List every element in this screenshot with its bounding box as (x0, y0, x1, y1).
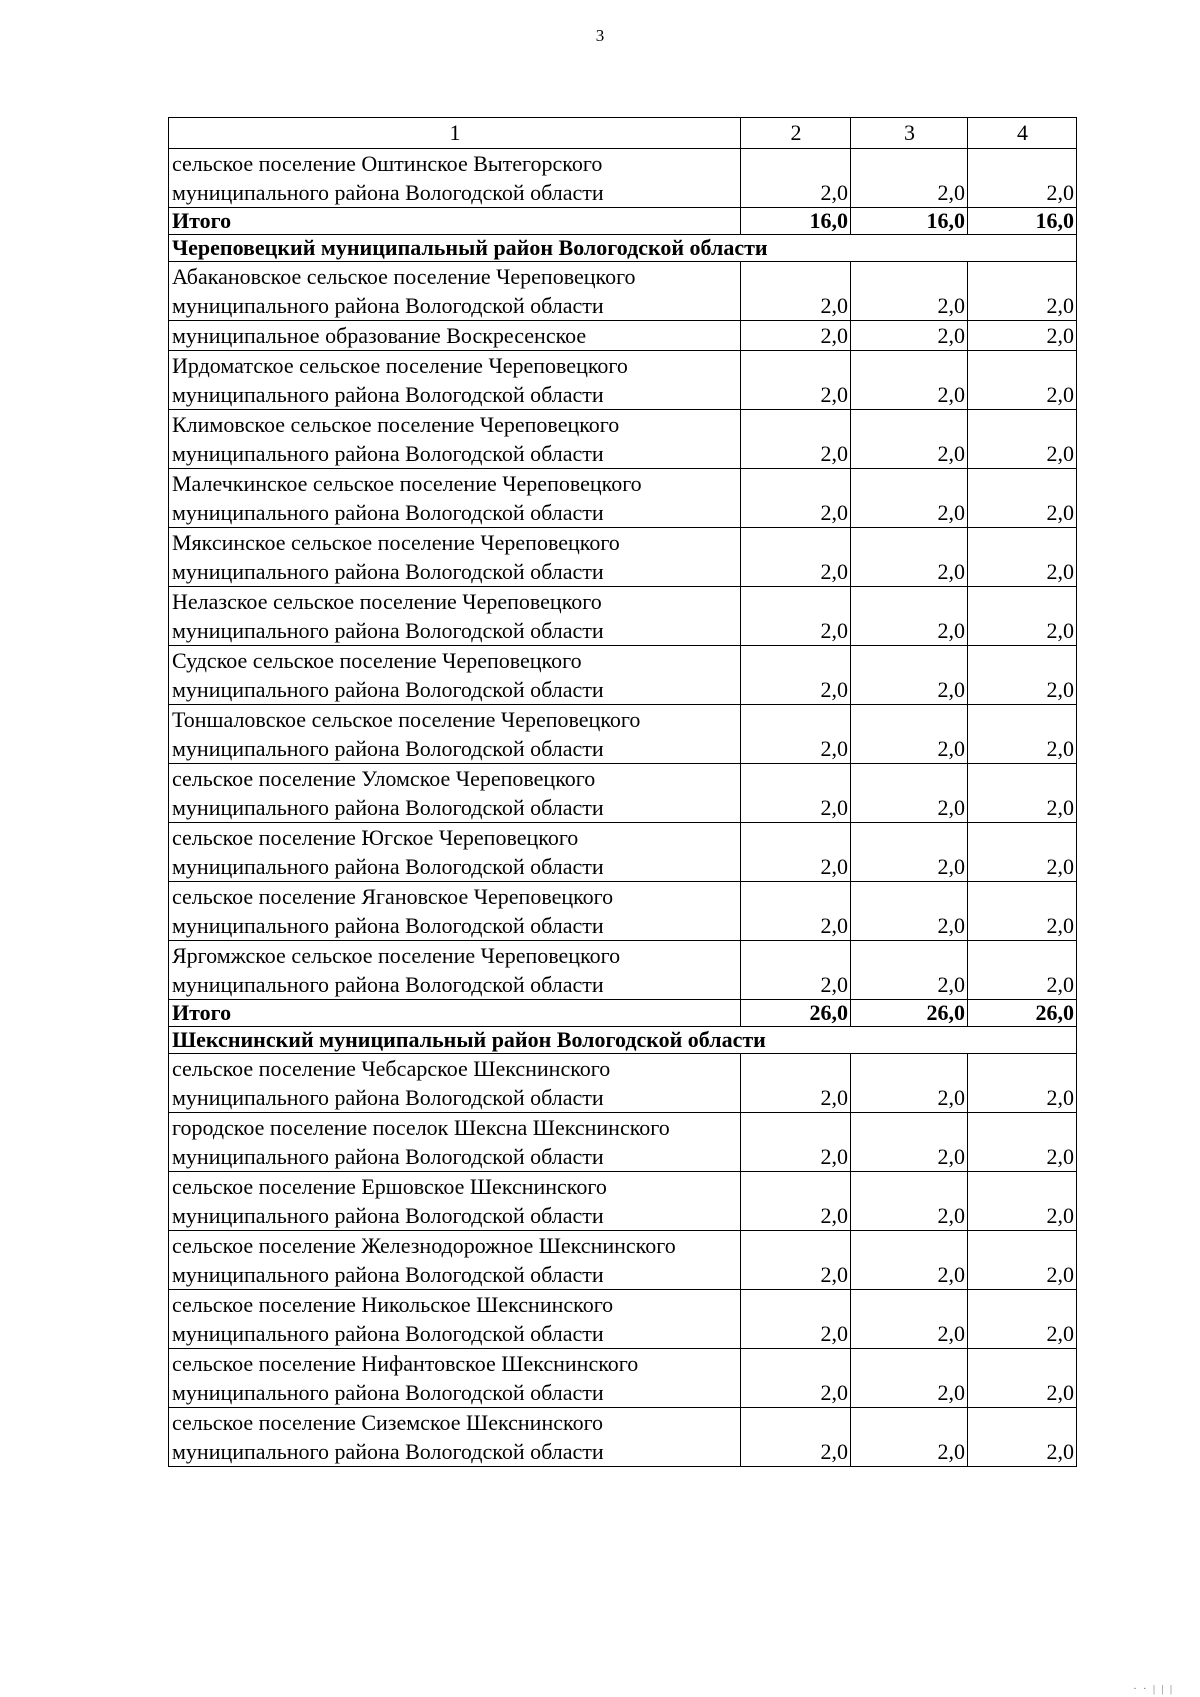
settlement-name: сельское поселение Нифантовское Шекснинского муниципального района Вологодской области (169, 1349, 741, 1408)
column-header-1: 1 (169, 118, 741, 149)
table-row (169, 351, 1077, 410)
table-row (169, 262, 1077, 321)
value-col-3: 2,0 (851, 469, 968, 528)
settlement-name: сельское поселение Никольское Шекснинского муниципального района Вологодской области (169, 1290, 741, 1349)
value-col-3: 26,0 (851, 1000, 968, 1027)
settlement-name: Нелазское сельское поселение Череповецкого муниципального района Вологодской области (169, 587, 741, 646)
value-col-4: 2,0 (968, 1231, 1077, 1290)
value-col-3: 2,0 (851, 587, 968, 646)
value-col-3: 2,0 (851, 823, 968, 882)
value-col-2: 2,0 (741, 1172, 851, 1231)
value-col-4: 2,0 (968, 1290, 1077, 1349)
value-col-2: 16,0 (741, 208, 851, 235)
value-col-3: 2,0 (851, 1113, 968, 1172)
settlement-name: городское поселение поселок Шексна Шекснинского муниципального района Вологодской области (169, 1113, 741, 1172)
value-col-3: 2,0 (851, 351, 968, 410)
value-col-2: 2,0 (741, 941, 851, 1000)
value-col-3: 2,0 (851, 528, 968, 587)
settlement-name: Мяксинское сельское поселение Череповецкого муниципального района Вологодской области (169, 528, 741, 587)
value-col-3: 2,0 (851, 1172, 968, 1231)
table-row (169, 646, 1077, 705)
settlement-name: сельское поселение Ершовское Шекснинского муниципального района Вологодской области (169, 1172, 741, 1231)
settlement-name: сельское поселение Уломское Череповецкого муниципального района Вологодской области (169, 764, 741, 823)
settlement-name: Малечкинское сельское поселение Череповецкого муниципального района Вологодской области (169, 469, 741, 528)
value-col-3: 2,0 (851, 1349, 968, 1408)
value-col-2: 2,0 (741, 646, 851, 705)
value-col-2: 2,0 (741, 528, 851, 587)
value-col-4: 16,0 (968, 208, 1077, 235)
value-col-4: 2,0 (968, 1408, 1077, 1467)
value-col-2: 2,0 (741, 1113, 851, 1172)
district-name: Череповецкий муниципальный район Вологодской области (169, 235, 1077, 262)
value-col-4: 2,0 (968, 1349, 1077, 1408)
total-label: Итого (169, 208, 741, 235)
table-row (169, 705, 1077, 764)
value-col-3: 2,0 (851, 321, 968, 351)
value-col-2: 26,0 (741, 1000, 851, 1027)
value-col-3: 2,0 (851, 941, 968, 1000)
allocation-table (168, 117, 1077, 1467)
table-row (169, 321, 1077, 351)
value-col-4: 2,0 (968, 321, 1077, 351)
value-col-3: 2,0 (851, 1408, 968, 1467)
value-col-3: 2,0 (851, 1290, 968, 1349)
table-row (169, 882, 1077, 941)
value-col-4: 2,0 (968, 528, 1077, 587)
value-col-4: 2,0 (968, 1113, 1077, 1172)
value-col-2: 2,0 (741, 705, 851, 764)
value-col-2: 2,0 (741, 882, 851, 941)
value-col-2: 2,0 (741, 764, 851, 823)
district-section-row (169, 1027, 1077, 1054)
table-row (169, 410, 1077, 469)
table-row (169, 1172, 1077, 1231)
settlement-name: Яргомжское сельское поселение Череповецкого муниципального района Вологодской области (169, 941, 741, 1000)
settlement-name: муниципальное образование Воскресенское (169, 321, 741, 351)
value-col-4: 2,0 (968, 705, 1077, 764)
settlement-name: сельское поселение Сиземское Шекснинского муниципального района Вологодской области (169, 1408, 741, 1467)
value-col-4: 2,0 (968, 1054, 1077, 1113)
value-col-2: 2,0 (741, 1231, 851, 1290)
column-header-3: 3 (851, 118, 968, 149)
value-col-3: 16,0 (851, 208, 968, 235)
settlement-name: Абакановское сельское поселение Череповецкого муниципального района Вологодской области (169, 262, 741, 321)
table-row (169, 1408, 1077, 1467)
table-header-row (169, 118, 1077, 149)
value-col-4: 2,0 (968, 262, 1077, 321)
scan-artifact: · · | | | (1133, 1684, 1174, 1695)
page-number: 3 (595, 26, 605, 45)
value-col-3: 2,0 (851, 262, 968, 321)
district-name: Шекснинский муниципальный район Вологодской области (169, 1027, 1077, 1054)
value-col-3: 2,0 (851, 764, 968, 823)
settlement-name: сельское поселение Югское Череповецкого муниципального района Вологодской области (169, 823, 741, 882)
column-header-4: 4 (968, 118, 1077, 149)
settlement-name: Ирдоматское сельское поселение Череповецкого муниципального района Вологодской области (169, 351, 741, 410)
value-col-2: 2,0 (741, 262, 851, 321)
table-row (169, 149, 1077, 208)
value-col-4: 2,0 (968, 823, 1077, 882)
total-label: Итого (169, 1000, 741, 1027)
value-col-2: 2,0 (741, 1054, 851, 1113)
value-col-3: 2,0 (851, 1231, 968, 1290)
value-col-4: 2,0 (968, 410, 1077, 469)
value-col-2: 2,0 (741, 1408, 851, 1467)
settlement-name: Тоншаловское сельское поселение Череповецкого муниципального района Вологодской области (169, 705, 741, 764)
value-col-2: 2,0 (741, 321, 851, 351)
value-col-3: 2,0 (851, 410, 968, 469)
settlement-name: сельское поселение Оштинское Вытегорского муниципального района Вологодской области (169, 149, 741, 208)
value-col-2: 2,0 (741, 469, 851, 528)
value-col-4: 2,0 (968, 149, 1077, 208)
column-header-2: 2 (741, 118, 851, 149)
value-col-4: 26,0 (968, 1000, 1077, 1027)
table-row (169, 941, 1077, 1000)
value-col-4: 2,0 (968, 764, 1077, 823)
district-section-row (169, 235, 1077, 262)
value-col-4: 2,0 (968, 1172, 1077, 1231)
value-col-2: 2,0 (741, 1349, 851, 1408)
value-col-4: 2,0 (968, 351, 1077, 410)
settlement-name: сельское поселение Чебсарское Шекснинского муниципального района Вологодской области (169, 1054, 741, 1113)
table-row (169, 1113, 1077, 1172)
table-row (169, 528, 1077, 587)
table-row (169, 1290, 1077, 1349)
table-row (169, 469, 1077, 528)
value-col-4: 2,0 (968, 587, 1077, 646)
value-col-3: 2,0 (851, 882, 968, 941)
value-col-3: 2,0 (851, 149, 968, 208)
value-col-2: 2,0 (741, 587, 851, 646)
value-col-2: 2,0 (741, 149, 851, 208)
value-col-2: 2,0 (741, 1290, 851, 1349)
settlement-name: Судское сельское поселение Череповецкого муниципального района Вологодской области (169, 646, 741, 705)
value-col-4: 2,0 (968, 941, 1077, 1000)
value-col-2: 2,0 (741, 410, 851, 469)
settlement-name: сельское поселение Железнодорожное Шекснинского муниципального района Вологодской области (169, 1231, 741, 1290)
value-col-4: 2,0 (968, 646, 1077, 705)
table-row (169, 1054, 1077, 1113)
value-col-2: 2,0 (741, 351, 851, 410)
settlement-name: сельское поселение Ягановское Череповецкого муниципального района Вологодской области (169, 882, 741, 941)
table-row (169, 764, 1077, 823)
table-row (169, 1231, 1077, 1290)
value-col-3: 2,0 (851, 1054, 968, 1113)
value-col-3: 2,0 (851, 646, 968, 705)
value-col-4: 2,0 (968, 469, 1077, 528)
table-row (169, 823, 1077, 882)
settlement-name: Климовское сельское поселение Череповецкого муниципального района Вологодской области (169, 410, 741, 469)
value-col-4: 2,0 (968, 882, 1077, 941)
total-row (169, 208, 1077, 235)
table-row (169, 587, 1077, 646)
value-col-2: 2,0 (741, 823, 851, 882)
table-row (169, 1349, 1077, 1408)
total-row (169, 1000, 1077, 1027)
value-col-3: 2,0 (851, 705, 968, 764)
